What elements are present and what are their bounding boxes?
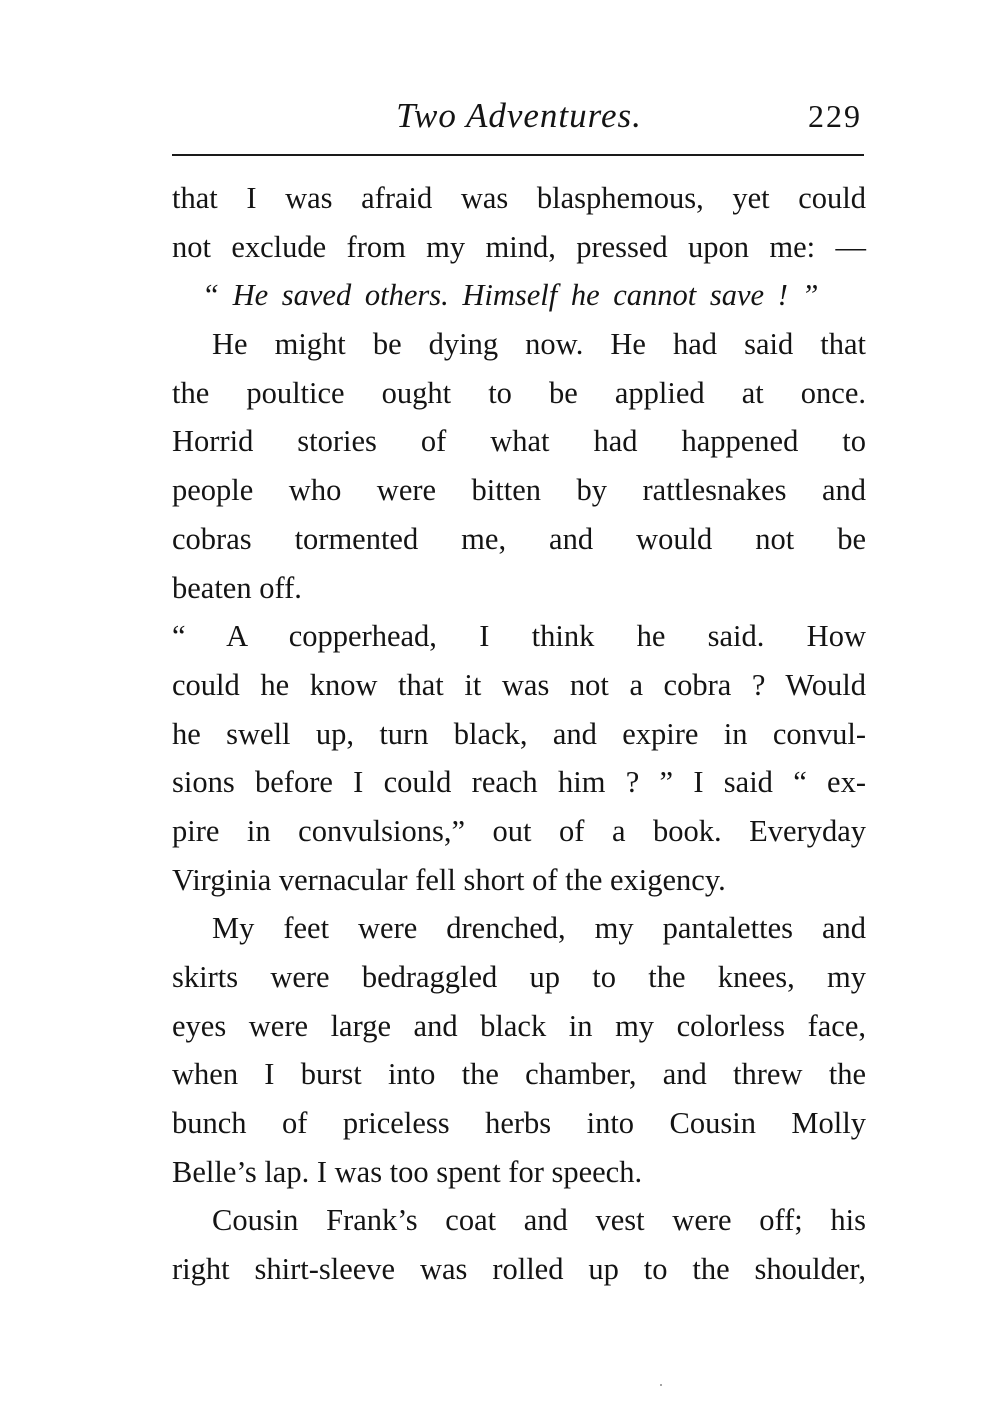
page-number: 229 [808,98,862,134]
body-text [172,174,866,1294]
text-line: pire in convulsions,” out of a book. Everyday [172,813,866,848]
running-head [172,96,866,146]
text-line: Belle’s lap. I was too spent for speech. [172,1154,643,1189]
text-line: people who were bitten by rattlesnakes and [172,473,866,508]
quoted-verse-line: “ He saved others. Himself he cannot save ! ” [202,278,819,313]
text-line: My feet were drenched, my pantalettes and [212,911,866,946]
text-line: sions before I could reach him ? ” I said “ ex- [172,765,866,800]
text-line: bunch of priceless herbs into Cousin Molly [172,1106,866,1141]
print-speck [660,1384,662,1386]
text-line: not exclude from my mind, pressed upon me: — [172,229,866,264]
text-line: that I was afraid was blasphemous, yet could [172,181,866,215]
header-rule [172,154,864,156]
text-line: he swell up, turn black, and expire in convul- [172,716,866,751]
text-line: when I burst into the chamber, and threw the [172,1057,866,1092]
text-line: “ A copperhead, I think he said. How [172,619,866,654]
text-line: the poultice ought to be applied at once. [172,375,866,410]
text-line: eyes were large and black in my colorless face, [172,1008,866,1043]
running-title: Two Adventures. [396,96,642,135]
text-line: cobras tormented me, and would not be [172,521,866,556]
text-line: He might be dying now. He had said that [212,327,866,362]
text-line: Cousin Frank’s coat and vest were off; his [212,1203,866,1238]
text-line: beaten off. [172,570,302,605]
text-line: skirts were bedraggled up to the knees, my [172,960,866,994]
text-line: Horrid stories of what had happened to [172,424,866,459]
text-line: right shirt-sleeve was rolled up to the shoulder, [172,1252,866,1287]
text-line: could he know that it was not a cobra ? Would [172,667,866,702]
text-line: Virginia vernacular fell short of the exigency. [172,862,726,897]
